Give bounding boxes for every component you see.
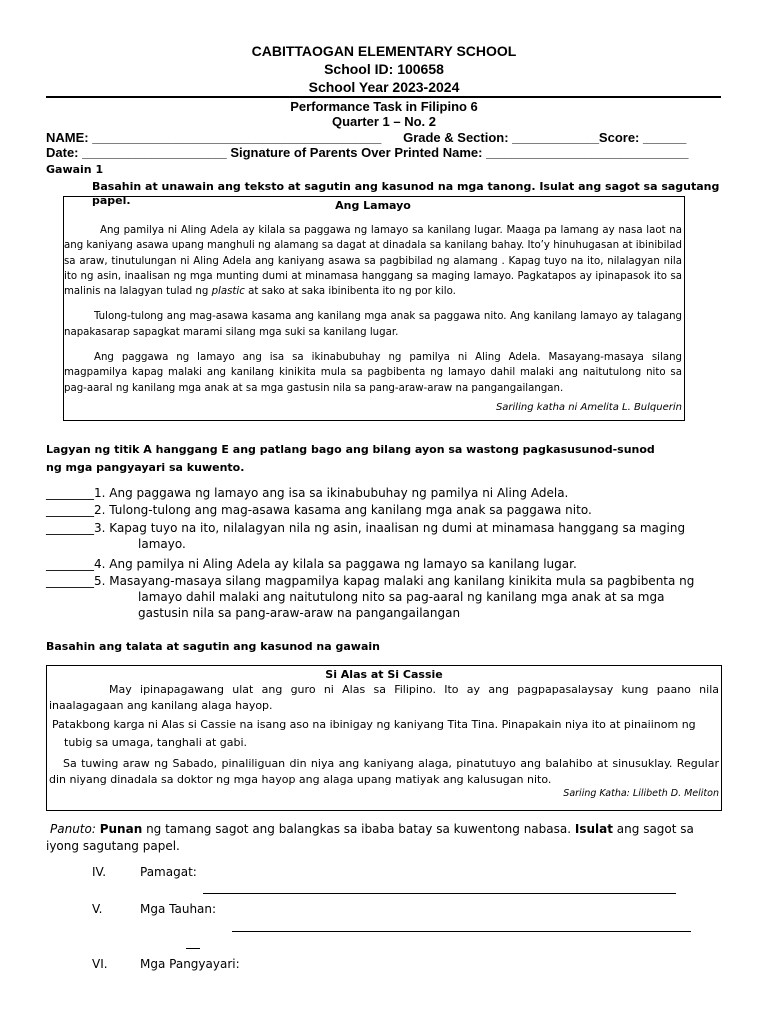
story2-paragraph-2: Patakbong karga ni Alas si Cassie na isang aso na ibinigay ng kaniyang Tita Tina. Pinapakain niya ito at pinaiinom ng tubig sa umaga, tanghali at gabi. xyxy=(52,718,696,749)
gawain-instruction: Basahin at unawain ang teksto at sagutin ang kasunod na mga tanong. Isulat ang sagot sa sagutang papel. xyxy=(92,180,720,207)
sequence-item-4: ________4. Ang pamilya ni Aling Adela ay kilala sa paggawa ng lamayo sa kanilang lugar. xyxy=(46,557,577,571)
outline-label-tauhan: Mga Tauhan: xyxy=(140,902,217,916)
answer-blank[interactable]: ________ xyxy=(46,521,94,535)
quarter-label: Quarter 1 – No. 2 xyxy=(331,114,437,129)
story-title: Ang Lamayo xyxy=(335,199,411,212)
school-name: CABITTAOGAN ELEMENTARY SCHOOL xyxy=(251,43,517,59)
story-paragraph-3: Ang paggawa ng lamayo ang isa sa ikinabubuhay ng pamilya ni Aling Adela. Masayang-masaya silang magpamilya kapag malaki ang kanilang kinikita mula sa pagbibenta ng lamayo dahil malaki ang naitutulong nito sa pag-aaral ng kanilang mga anak at sa mga gastusin nila sa pang-araw-araw na pangangailangan. xyxy=(64,352,682,394)
answer-line-tauhan[interactable] xyxy=(232,931,691,932)
task-title: Performance Task in Filipino 6 xyxy=(290,99,478,114)
sequence-instruction: Lagyan ng titik A hanggang E ang patlang bago ang bilang ayon sa wastong pagkasusunod-sunod ng mga pangyayari sa kuwento. xyxy=(46,443,655,474)
answer-blank[interactable]: ________ xyxy=(46,486,94,500)
date-signature-line[interactable]: Date: ____________________ Signature of Parents Over Printed Name: ____________________________ xyxy=(46,145,689,160)
panuto-instruction: Panuto: Punan ng tamang sagot ang balangkas sa ibaba batay sa kuwentong nabasa. Isulat ang sagot sa iyong sagutang papel. xyxy=(46,822,694,853)
sequence-item-1: ________1. Ang paggawa ng lamayo ang isa sa ikinabubuhay ng pamilya ni Aling Adela. xyxy=(46,486,569,500)
story2-credit: Sariing Katha: Lilibeth D. Meliton xyxy=(563,788,719,799)
school-id: School ID: 100658 xyxy=(324,61,444,77)
outline-num-iv: IV. xyxy=(92,865,107,879)
answer-blank[interactable]: ________ xyxy=(46,574,94,588)
outline-label-pangyayari: Mga Pangyayari: xyxy=(140,957,240,971)
outline-num-vi: VI. xyxy=(92,957,108,971)
story-credit: Sariling katha ni Amelita L. Bulquerin xyxy=(495,401,682,413)
header-divider xyxy=(46,96,721,98)
school-year: School Year 2023-2024 xyxy=(308,79,460,95)
sequence-item-5: ________5. Masayang-masaya silang magpamilya kapag malaki ang kanilang kinikita mula sa pagbibenta ng lamayo dahil malaki ang naitutulong nito sa pag-aaral ng kanilang mga anak at sa mga gastusin nila sa pang-araw-araw na pangangailangan xyxy=(46,574,695,620)
name-grade-score-line[interactable]: NAME: ________________________________________ Grade & Section: ____________Score: ______ xyxy=(46,130,687,145)
answer-line-pamagat[interactable] xyxy=(203,893,676,894)
sequence-item-2: ________2. Tulong-tulong ang mag-asawa kasama ang kanilang mga anak sa paggawa nito. xyxy=(46,503,592,517)
answer-blank[interactable]: ________ xyxy=(46,503,94,517)
story-box-lamayo xyxy=(63,196,685,421)
outline-num-v: V. xyxy=(92,902,103,916)
story2-title: Si Alas at Si Cassie xyxy=(325,668,443,681)
story2-paragraph-1: May ipinapagawang ulat ang guro ni Alas sa Filipino. Ito ay ang pagpapasalaysay kung paano nila inaalagagaan ang kanilang alaga hayop. xyxy=(49,683,719,712)
story-paragraph-2: Tulong-tulong ang mag-asawa kasama ang kanilang mga anak sa paggawa nito. Ang kanilang lamayo ay talagang napakasarap sapagkat marami silang mga suki sa kanilang lugar. xyxy=(64,311,682,338)
outline-label-pamagat: Pamagat: xyxy=(140,865,197,879)
answer-blank[interactable]: ________ xyxy=(46,557,94,571)
story-box-alas-cassie xyxy=(46,665,722,811)
section2-instruction: Basahin ang talata at sagutin ang kasunod na gawain xyxy=(46,640,380,653)
gawain-label: Gawain 1 xyxy=(46,163,104,176)
story-paragraph-1: Ang pamilya ni Aling Adela ay kilala sa paggawa ng lamayo sa kanilang lugar. Maaga pa lamang ay nasa laot na ang kaniyang asawa upang manghuli ng alamang sa dagat at dinadala sa kanilang bahay. Ito’y hinuhugasan at ibinibilad sa araw, tinutulungan ni Aling Adela ang kaniyang asawa sa pagbibilad ng alamang . Kapag tuyo na ito, nilalagyan nila ito ng asin, inaalisan ng mga munting dumi at minamasa hanggang sa maging lamayo. Pagkatapos ay ipinapasok ito sa malinis na lalagyan tulad ng plastic at sako at saka ibinibenta ito ng por kilo. xyxy=(64,225,682,298)
story2-paragraph-3: Sa tuwing araw ng Sabado, pinaliliguan din niya ang kaniyang alaga, pinatutuyo ang balahibo at sinusuklay. Regular din niyang dinadala sa doktor ng mga hayop ang alaga upang matiyak ang kalusugan nito. xyxy=(49,757,719,786)
sequence-item-3: ________3. Kapag tuyo na ito, nilalagyan nila ng asin, inaalisan ng dumi at minamasa hanggang sa maging lamayo. xyxy=(46,521,686,551)
answer-line-tauhan-end[interactable] xyxy=(186,948,200,949)
